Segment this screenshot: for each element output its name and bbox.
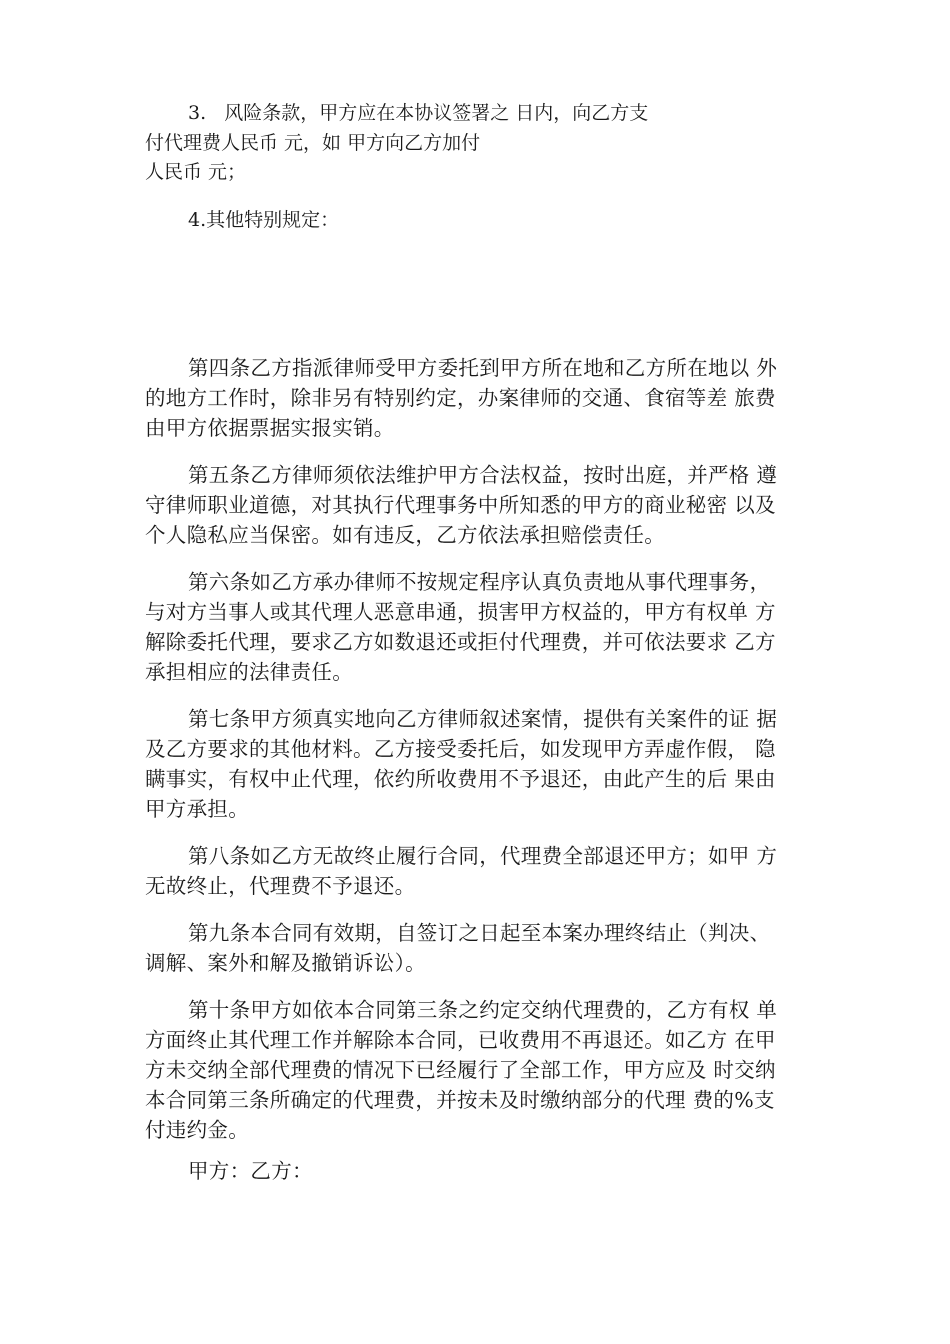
article-5-line-2: 守律师职业道德，对其执行代理事务中所知悉的甲方的商业秘密 以及	[145, 493, 776, 517]
signature-line: 甲方：乙方：	[188, 1159, 313, 1183]
article-9-line-2: 调解、案外和解及撤销诉讼）。	[145, 951, 426, 975]
article-7-line-1: 第七条甲方须真实地向乙方律师叙述案情，提供有关案件的证 据	[188, 707, 778, 731]
article-4-line-3: 由甲方依据票据实报实销。	[145, 416, 395, 440]
article-10-line-4: 本合同第三条所确定的代理费，并按未及时缴纳部分的代理 费的%支	[145, 1088, 775, 1112]
clause-3-line-1: 3. 风险条款，甲方应在本协议签署之 日内，向乙方支	[188, 102, 649, 124]
clause-4-other-provisions: 4.其他特别规定：	[188, 209, 340, 231]
article-10-line-3: 方未交纳全部代理费的情况下已经履行了全部工作，甲方应及 时交纳	[145, 1058, 776, 1082]
article-7-line-4: 甲方承担。	[145, 797, 249, 821]
article-6-line-4: 承担相应的法律责任。	[145, 660, 353, 684]
article-6-line-3: 解除委托代理，要求乙方如数退还或拒付代理费，并可依法要求 乙方	[145, 630, 776, 654]
clause-3-line-3: 人民币 元；	[145, 161, 247, 183]
article-6-line-2: 与对方当事人或其代理人恶意串通，损害甲方权益的，甲方有权单 方	[145, 600, 776, 624]
article-5-line-1: 第五条乙方律师须依法维护甲方合法权益，按时出庭，并严格 遵	[188, 463, 778, 487]
article-9-line-1: 第九条本合同有效期，自签订之日起至本案办理终结止（判决、	[188, 921, 771, 945]
article-8-line-1: 第八条如乙方无故终止履行合同，代理费全部退还甲方；如甲 方	[188, 844, 778, 868]
article-4-line-2: 的地方工作时，除非另有特别约定，办案律师的交通、食宿等差 旅费	[145, 386, 776, 410]
article-4-line-1: 第四条乙方指派律师受甲方委托到甲方所在地和乙方所在地以 外	[188, 356, 778, 380]
article-10-line-1: 第十条甲方如依本合同第三条之约定交纳代理费的，乙方有权 单	[188, 998, 778, 1022]
article-7-line-2: 及乙方要求的其他材料。乙方接受委托后，如发现甲方弄虚作假， 隐	[145, 737, 776, 761]
article-6-line-1: 第六条如乙方承办律师不按规定程序认真负责地从事代理事务，	[188, 570, 771, 594]
article-5-line-3: 个人隐私应当保密。如有违反，乙方依法承担赔偿责任。	[145, 523, 665, 547]
article-7-line-3: 瞒事实，有权中止代理，依约所收费用不予退还，由此产生的后 果由	[145, 767, 776, 791]
article-10-line-5: 付违约金。	[145, 1118, 249, 1142]
article-8-line-2: 无故终止，代理费不予退还。	[145, 874, 416, 898]
clause-3-line-2: 付代理费人民币 元，如 甲方向乙方加付	[145, 132, 481, 154]
article-10-line-2: 方面终止其代理工作并解除本合同，已收费用不再退还。如乙方 在甲	[145, 1028, 776, 1052]
